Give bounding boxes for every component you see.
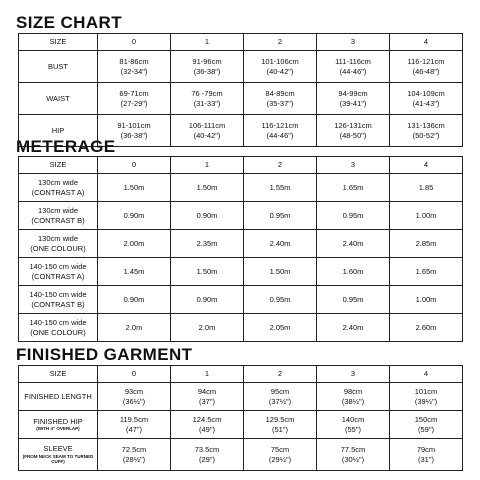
- finished-size-header-label: SIZE: [19, 366, 98, 383]
- meterage-size-header-4: 4: [390, 157, 463, 174]
- table-cell: 2.0m: [171, 314, 244, 342]
- meterage-row-label: 130cm wide (CONTRAST A): [19, 174, 98, 202]
- finished-row-label: FINISHED HIP (WITH 4" OVERLAP): [19, 411, 98, 439]
- table-cell: 81-86cm (32-34"): [98, 51, 171, 83]
- finished-row-length: [19, 383, 463, 411]
- table-cell: 75cm (29½"): [244, 439, 317, 471]
- size-chart-header-row: [19, 34, 463, 51]
- table-cell: 1.65m: [390, 258, 463, 286]
- finished-garment-table: [18, 365, 463, 471]
- table-cell: 2.40m: [244, 230, 317, 258]
- table-cell: 1.55m: [244, 174, 317, 202]
- size-header-2: 2: [244, 34, 317, 51]
- table-cell: 116-121cm (46-48"): [390, 51, 463, 83]
- meterage-size-header-1: 1: [171, 157, 244, 174]
- meterage-size-header-3: 3: [317, 157, 390, 174]
- meterage-size-header-2: 2: [244, 157, 317, 174]
- finished-row-label: SLEEVE (FROM NECK SEAM TO TURNED CUFF): [19, 439, 98, 471]
- finished-row-sleeve: [19, 439, 463, 471]
- table-cell: 2.40m: [317, 230, 390, 258]
- table-cell: 129.5cm (51"): [244, 411, 317, 439]
- table-cell: 69-71cm (27-29"): [98, 83, 171, 115]
- table-cell: 0.90m: [171, 286, 244, 314]
- table-cell: 126-131cm (48-50"): [317, 115, 390, 147]
- size-chart-row-bust: [19, 51, 463, 83]
- table-cell: 1.50m: [244, 258, 317, 286]
- table-cell: 95cm (37½"): [244, 383, 317, 411]
- meterage-title: METERAGE: [16, 137, 116, 156]
- size-header-1: 1: [171, 34, 244, 51]
- meterage-row-label: 140-150 cm wide (CONTRAST A): [19, 258, 98, 286]
- table-cell: 72.5cm (28½"): [98, 439, 171, 471]
- meterage-row: [19, 174, 463, 202]
- table-cell: 1.00m: [390, 286, 463, 314]
- finished-size-header-0: 0: [98, 366, 171, 383]
- row-label-hip: HIP: [19, 115, 98, 147]
- table-cell: 91-101cm (36-38"): [98, 115, 171, 147]
- table-cell: 101cm (39½"): [390, 383, 463, 411]
- table-cell: 76 -79cm (31-33"): [171, 83, 244, 115]
- meterage-row-label: 140-150 cm wide (ONE COLOUR): [19, 314, 98, 342]
- row-label-waist: WAIST: [19, 83, 98, 115]
- size-header-0: 0: [98, 34, 171, 51]
- table-cell: 94-99cm (39-41"): [317, 83, 390, 115]
- table-cell: 73.5cm (29"): [171, 439, 244, 471]
- meterage-row: [19, 202, 463, 230]
- table-cell: 2.85m: [390, 230, 463, 258]
- size-chart-title: SIZE CHART: [16, 13, 122, 32]
- finished-header-row: [19, 366, 463, 383]
- table-cell: 93cm (36½"): [98, 383, 171, 411]
- size-header-3: 3: [317, 34, 390, 51]
- table-cell: 150cm (59"): [390, 411, 463, 439]
- table-cell: 1.65m: [317, 174, 390, 202]
- size-header-label: SIZE: [19, 34, 98, 51]
- table-cell: 79cm (31"): [390, 439, 463, 471]
- finished-size-header-2: 2: [244, 366, 317, 383]
- meterage-header-row: [19, 157, 463, 174]
- table-cell: 0.90m: [171, 202, 244, 230]
- size-chart-row-waist: [19, 83, 463, 115]
- meterage-row: [19, 258, 463, 286]
- table-cell: 2.60m: [390, 314, 463, 342]
- finished-size-header-4: 4: [390, 366, 463, 383]
- table-cell: 1.50m: [98, 174, 171, 202]
- table-cell: 111-116cm (44-46"): [317, 51, 390, 83]
- table-cell: 0.95m: [317, 286, 390, 314]
- table-cell: 106-111cm (40-42"): [171, 115, 244, 147]
- table-cell: 91-96cm (36-38"): [171, 51, 244, 83]
- table-cell: 124.5cm (49"): [171, 411, 244, 439]
- finished-row-hip: [19, 411, 463, 439]
- table-cell: 2.35m: [171, 230, 244, 258]
- table-cell: 131-136cm (50-52"): [390, 115, 463, 147]
- finished-size-header-3: 3: [317, 366, 390, 383]
- finished-size-header-1: 1: [171, 366, 244, 383]
- meterage-size-header-label: SIZE: [19, 157, 98, 174]
- table-cell: 0.95m: [244, 286, 317, 314]
- meterage-row-label: 130cm wide (CONTRAST B): [19, 202, 98, 230]
- table-cell: 1.45m: [98, 258, 171, 286]
- table-cell: 1.00m: [390, 202, 463, 230]
- finished-row-label: FINISHED LENGTH: [19, 383, 98, 411]
- table-cell: 1.85: [390, 174, 463, 202]
- table-cell: 2.00m: [98, 230, 171, 258]
- table-cell: 0.95m: [317, 202, 390, 230]
- table-cell: 1.50m: [171, 258, 244, 286]
- table-cell: 101-106cm (40-42"): [244, 51, 317, 83]
- table-cell: 94cm (37"): [171, 383, 244, 411]
- finished-garment-title: FINISHED GARMENT: [16, 345, 193, 364]
- meterage-row: [19, 286, 463, 314]
- table-cell: 2.0m: [98, 314, 171, 342]
- table-cell: 0.90m: [98, 202, 171, 230]
- table-cell: 0.90m: [98, 286, 171, 314]
- table-cell: 119.5cm (47"): [98, 411, 171, 439]
- table-cell: 140cm (55"): [317, 411, 390, 439]
- size-chart-table: [18, 33, 463, 147]
- table-cell: 0.95m: [244, 202, 317, 230]
- meterage-size-header-0: 0: [98, 157, 171, 174]
- table-cell: 2.40m: [317, 314, 390, 342]
- meterage-table: [18, 156, 463, 342]
- row-label-bust: BUST: [19, 51, 98, 83]
- table-cell: 84-89cm (35-37"): [244, 83, 317, 115]
- table-cell: 2.05m: [244, 314, 317, 342]
- table-cell: 77.5cm (30½"): [317, 439, 390, 471]
- table-cell: 1.50m: [171, 174, 244, 202]
- table-cell: 116-121cm (44-46"): [244, 115, 317, 147]
- table-cell: 104-109cm (41-43"): [390, 83, 463, 115]
- table-cell: 1.60m: [317, 258, 390, 286]
- meterage-row-label: 130cm wide (ONE COLOUR): [19, 230, 98, 258]
- meterage-row: [19, 230, 463, 258]
- table-cell: 98cm (38½"): [317, 383, 390, 411]
- size-header-4: 4: [390, 34, 463, 51]
- meterage-row: [19, 314, 463, 342]
- meterage-row-label: 140-150 cm wide (CONTRAST B): [19, 286, 98, 314]
